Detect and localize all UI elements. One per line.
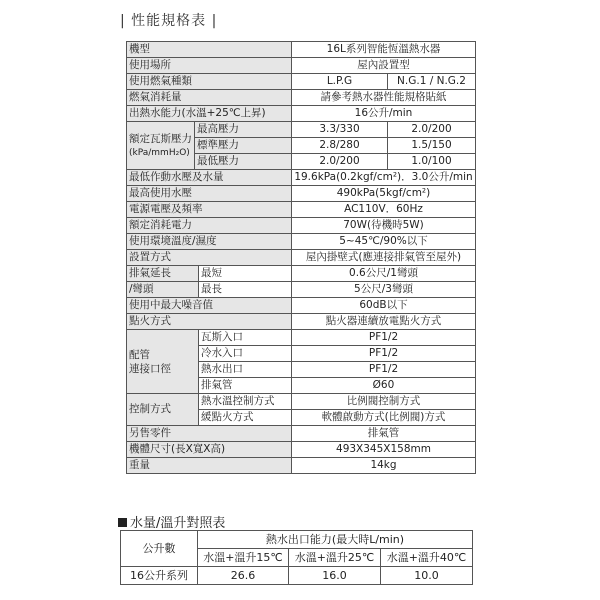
spec-label: 使用場所 [127, 58, 292, 74]
spec-value: 點火器連續放電點火方式 [292, 314, 476, 330]
spec-label: 設置方式 [127, 250, 292, 266]
spec-value-lpg: 2.8/280 [292, 138, 388, 154]
flow-column-header: 水溫+溫升15℃ [198, 549, 289, 567]
spec-sublabel: 熱水溫控制方式 [199, 394, 292, 410]
spec-label: 使用燃氣種類 [127, 74, 292, 90]
spec-sublabel: 緩點火方式 [199, 410, 292, 426]
spec-row-noise [127, 298, 476, 314]
flow-column-header: 水溫+溫升40℃ [381, 549, 473, 567]
spec-value: 16L系列智能恆溫熱水器 [292, 42, 476, 58]
spec-label: 另售零件 [127, 426, 292, 442]
spec-label: 機型 [127, 42, 292, 58]
spec-label: 最高使用水壓 [127, 186, 292, 202]
spec-value-lpg: 3.3/330 [292, 122, 388, 138]
flow-header-row-1 [121, 531, 473, 549]
spec-sublabel: 最長 [199, 282, 292, 298]
spec-label: 重量 [127, 458, 292, 474]
spec-label: 點火方式 [127, 314, 292, 330]
spec-value: PF1/2 [292, 362, 476, 378]
spec-sublabel: 排氣管 [199, 378, 292, 394]
gas-pressure-title: 額定瓦斯壓力 [129, 132, 192, 145]
flow-cell: 26.6 [198, 567, 289, 585]
gas-pressure-unit: (kPa/mmH₂O) [129, 147, 190, 158]
spec-label: 使用環境溫度/濕度 [127, 234, 292, 250]
flow-row-label: 16公升系列 [121, 567, 198, 585]
spec-value-lpg: L.P.G [292, 74, 388, 90]
spec-value-lpg: 2.0/200 [292, 154, 388, 170]
spec-row-model [127, 42, 476, 58]
spec-value: 比例閥控制方式 [292, 394, 476, 410]
spec-value: PF1/2 [292, 346, 476, 362]
spec-label: 電源電壓及頻率 [127, 202, 292, 218]
square-bullet-icon [118, 518, 127, 527]
spec-value-ng: 2.0/200 [388, 122, 476, 138]
spec-value: 19.6kPa(0.2kgf/cm²)．3.0公升/min [292, 170, 476, 186]
spec-row-dimensions [127, 442, 476, 458]
spec-row-min-water [127, 170, 476, 186]
flow-group-header: 熱水出口能力(最大時L/min) [198, 531, 473, 549]
spec-value: 5~45℃/90%以下 [292, 234, 476, 250]
spec-label: 額定消耗電力 [127, 218, 292, 234]
spec-row-gas-consumption [127, 90, 476, 106]
spec-sublabel: 最低壓力 [195, 154, 292, 170]
spec-value: 屋內掛壁式(應連接排氣管至屋外) [292, 250, 476, 266]
spec-row-environment [127, 234, 476, 250]
spec-value: 490kPa(5kgf/cm²) [292, 186, 476, 202]
spec-row-weight [127, 458, 476, 474]
exhaust-label-bottom: /彎頭 [127, 282, 199, 298]
flow-cell: 10.0 [381, 567, 473, 585]
spec-value: AC110V．60Hz [292, 202, 476, 218]
spec-value: 0.6公尺/1彎頭 [292, 266, 476, 282]
spec-value: 493X345X158mm [292, 442, 476, 458]
gas-pressure-label [127, 122, 195, 170]
spec-sublabel: 最高壓力 [195, 122, 292, 138]
spec-value: 請參考熱水器性能規格貼紙 [292, 90, 476, 106]
piping-label-bottom: 連接口徑 [129, 362, 171, 375]
spec-value-ng: 1.5/150 [388, 138, 476, 154]
spec-label: 最低作動水壓及水量 [127, 170, 292, 186]
spec-row-location [127, 58, 476, 74]
spec-row-exhaust-min [127, 266, 476, 282]
spec-sublabel: 標準壓力 [195, 138, 292, 154]
spec-row-exhaust-max [127, 282, 476, 298]
spec-value: 屋內設置型 [292, 58, 476, 74]
flow-section-title-text: 水量/溫升對照表 [130, 516, 226, 531]
spec-sublabel: 最短 [199, 266, 292, 282]
flow-row-header: 公升數 [121, 531, 198, 567]
spec-row-output [127, 106, 476, 122]
spec-row-gas-pressure-max [127, 122, 476, 138]
spec-value-ng: 1.0/100 [388, 154, 476, 170]
spec-row-control-temp [127, 394, 476, 410]
spec-row-accessories [127, 426, 476, 442]
spec-value: 14kg [292, 458, 476, 474]
flow-section-title [118, 512, 225, 531]
spec-row-max-water [127, 186, 476, 202]
spec-label: 使用中最大噪音值 [127, 298, 292, 314]
spec-value: 16公升/min [292, 106, 476, 122]
spec-sublabel: 熱水出口 [199, 362, 292, 378]
flow-cell: 16.0 [289, 567, 381, 585]
spec-row-power-consumption [127, 218, 476, 234]
spec-label: 控制方式 [127, 394, 199, 426]
spec-value: 排氣管 [292, 426, 476, 442]
spec-value: 5公尺/3彎頭 [292, 282, 476, 298]
spec-sublabel: 瓦斯入口 [199, 330, 292, 346]
spec-row-power-supply [127, 202, 476, 218]
spec-row-installation [127, 250, 476, 266]
spec-value: 70W(待機時5W) [292, 218, 476, 234]
spec-row-gas-type [127, 74, 476, 90]
piping-label-top: 配管 [129, 348, 150, 361]
spec-value: PF1/2 [292, 330, 476, 346]
spec-table [126, 41, 476, 474]
spec-value: Ø60 [292, 378, 476, 394]
spec-row-piping-gas [127, 330, 476, 346]
exhaust-label-top: 排氣延長 [127, 266, 199, 282]
piping-label [127, 330, 199, 394]
flow-table [120, 530, 473, 585]
spec-row-ignition [127, 314, 476, 330]
spec-label: 燃氣消耗量 [127, 90, 292, 106]
spec-label: 出熱水能力(水溫+25℃上昇) [127, 106, 292, 122]
page-title: | 性能規格表 | [120, 13, 218, 29]
spec-value: 60dB以下 [292, 298, 476, 314]
spec-value-ng: N.G.1 / N.G.2 [388, 74, 476, 90]
flow-column-header: 水溫+溫升25℃ [289, 549, 381, 567]
spec-sublabel: 冷水入口 [199, 346, 292, 362]
table-row [121, 567, 473, 585]
spec-label: 機體尺寸(長X寬X高) [127, 442, 292, 458]
spec-value: 軟體啟動方式(比例閥)方式 [292, 410, 476, 426]
